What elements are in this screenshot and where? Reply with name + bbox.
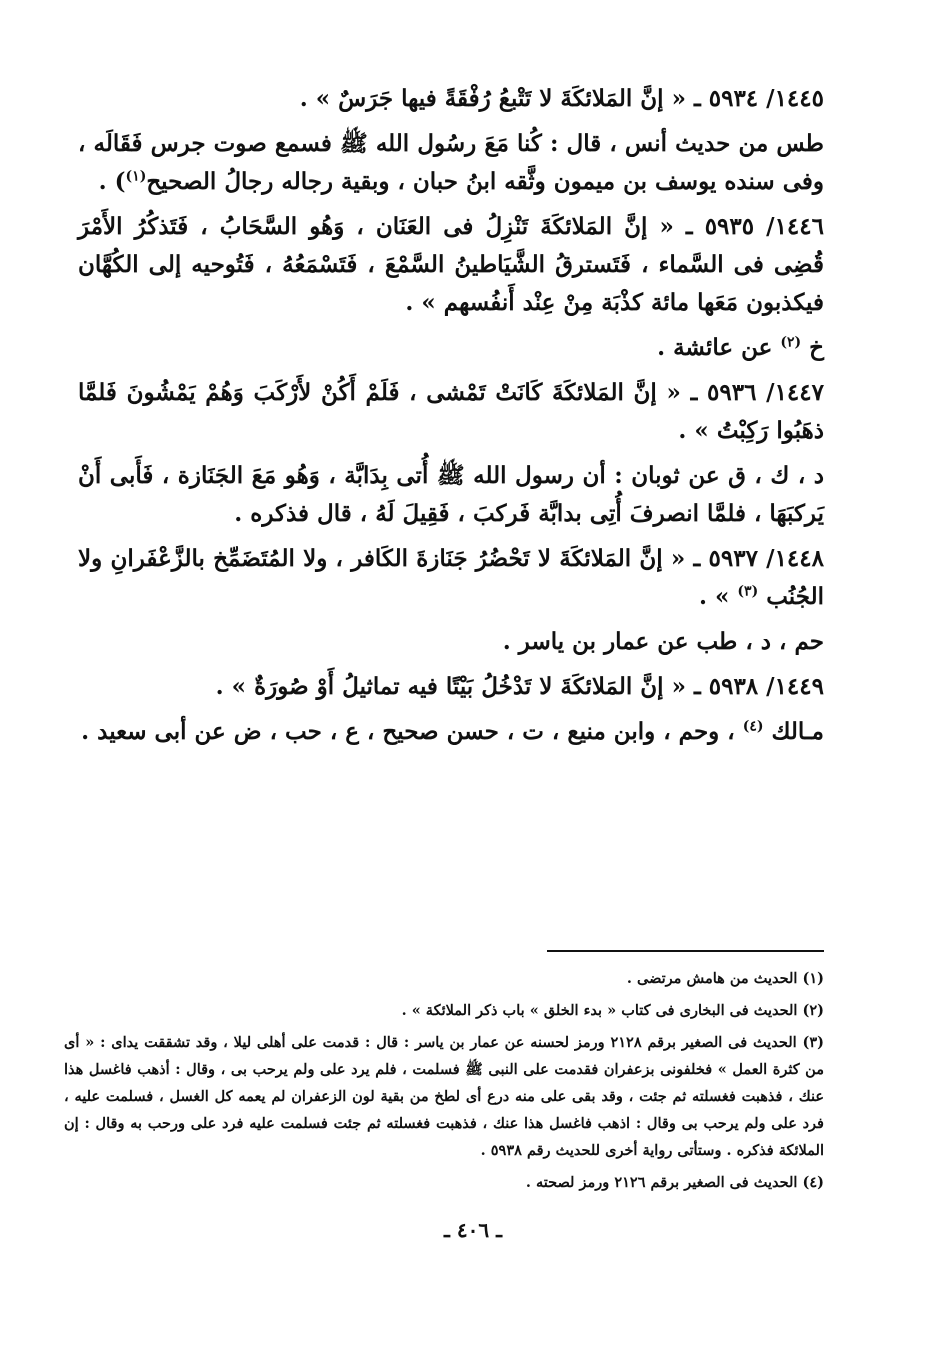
hadith-text: « إنَّ المَلائكَةَ لا تَدْخُلُ بَيْتًا فيه تماثيلُ أَوْ صُورَةٌ » . <box>215 673 686 700</box>
hadith-number: ١٤٤٨/ ٥٩٣٧ ـ <box>693 545 824 572</box>
footnote-ref-2[interactable]: (٢) <box>780 334 802 351</box>
footnote-ref-3[interactable]: (٣) <box>737 583 759 600</box>
hadith-number: ١٤٤٧/ ٥٩٣٦ ـ <box>690 379 824 406</box>
hadith-source-1446 <box>78 329 824 367</box>
source-text: طس من حديث أنس ، قال : كُنا مَعَ رسُول الله ﷺ فسمع صوت جرس فَقَالَه ، وفى سنده يوسف بن ميمون وثَّقه ابنُ حبان ، وبقية رجاله رجالُ الصحيح <box>78 130 824 195</box>
hadith-1448 <box>78 540 824 616</box>
hadith-source-1449 <box>78 713 824 751</box>
source-text: د ، ك ، ق عن ثوبان : أن رسول الله ﷺ أُتى بِدَابَّة ، وَهُو مَعَ الجَنَازة ، فَأَبى أَنْ يَركبَهَا ، فلمَّا انصرفَ أُتِى بدابَّة فَركبَ ، فَقِيلَ لَهُ ، قال فذكره . <box>78 462 824 527</box>
footnote-3: (٣) الحديث فى الصغير برقم ٢١٢٨ ورمز لحسنه عن عمار بن ياسر : قال : قدمت على أهلى ليلا ، وقد تشققت يداى : « أى من كثرة العمل » فخلفونى بزعفران فقدمت على النبى ﷺ فسلمت ، فلم يرد على ولم يرحب بى ، وقال : أذهب فاغسل هذا عنك ، فذهبت فغسلته ثم جئت ، وقد بقى على منه درع أى لطخ من بقية لون الزعفران لم يعمه كل الغسل ، فسلمت عليه ، فرد على ولم يرحب بى وقال : اذهب فاغسل هذا عنك ، فذهبت فغسلته ثم جئت فسلمت عليه فرد على ورحب به وقال : إن الملائكة فذكره . وستأتى رواية أخرى للحديث رقم ٥٩٣٨ . <box>64 1034 824 1159</box>
footnote-divider <box>547 950 824 952</box>
footnote-ref-4[interactable]: (٤) <box>742 718 764 735</box>
source-text: مـالك <box>771 718 824 745</box>
page-body <box>64 80 824 1191</box>
page-number: ـ ٤٠٦ ـ <box>444 1218 502 1242</box>
hadith-source-1448 <box>78 623 824 661</box>
hadith-text: « إنَّ المَلائكَةَ لا تَتْبعُ رُفْقَةً فيها جَرَسٌ » . <box>299 85 686 112</box>
footnote-ref-1[interactable]: (١) <box>125 168 147 185</box>
hadith-text-end: » . <box>699 583 730 610</box>
footnote-2: (٢) الحديث فى البخارى فى كتاب « بدء الخلق » باب ذكر الملائكة » . <box>401 1002 824 1019</box>
main-text <box>78 80 824 751</box>
source-text: خ <box>809 334 824 361</box>
source-text-end: ، وحم ، وابن منيع ، ت ، حسن صحيح ، ع ، حب ، ض عن أبى سعيد . <box>81 718 735 745</box>
source-text-end: ) . <box>98 168 126 195</box>
hadith-1445 <box>78 80 824 118</box>
source-text: حم ، د ، طب عن عمار بن ياسر . <box>502 628 824 655</box>
hadith-number: ١٤٤٩/ ٥٩٣٨ ـ <box>693 673 824 700</box>
hadith-source-1445 <box>78 125 824 201</box>
hadith-source-1447 <box>78 457 824 533</box>
hadith-text: « إنَّ المَلائكَةَ تَنْزِلُ فى العَنَان ، وَهُو السَّحَابُ ، فَتَذكُرُ الأَمْرَ قُضِى فى السَّماء ، فَتَسترقُ الشَّيَاطينُ السَّمْعَ ، فَتَسْمَعُهُ ، فَتُوحيه إلى الكُهَّان فيكذبون مَعَها مائة كذْبَة مِنْ عِنْد أَنفُسهم » . <box>78 213 824 316</box>
hadith-1449 <box>78 668 824 706</box>
footnote-4: (٤) الحديث فى الصغير برقم ٢١٢٦ ورمز لصحته . <box>525 1174 824 1191</box>
footnote-1: (١) الحديث من هامش مرتضى . <box>626 970 824 987</box>
hadith-1447 <box>78 374 824 450</box>
hadith-text: « إنَّ المَلائكَةَ كَانَتْ تَمْشى ، فَلَمْ أَكُنْ لأَرْكَبَ وَهُمْ يَمْشُونَ فَلمَّا ذهَبُوا رَكِبْتُ » . <box>78 379 824 444</box>
source-text-end: عن عائشة . <box>657 334 773 361</box>
footnotes <box>64 965 824 1201</box>
hadith-number: ١٤٤٦/ ٥٩٣٥ ـ <box>685 213 824 240</box>
hadith-1446 <box>78 208 824 322</box>
hadith-text: « إنَّ المَلائكَةَ لا تَحْضُرُ جَنَازةَ الكَافر ، ولا المُتَضَمِّخ بالزَّعْفَرانِ ولا الجُنُب <box>78 545 824 610</box>
hadith-number: ١٤٤٥/ ٥٩٣٤ ـ <box>693 85 824 112</box>
